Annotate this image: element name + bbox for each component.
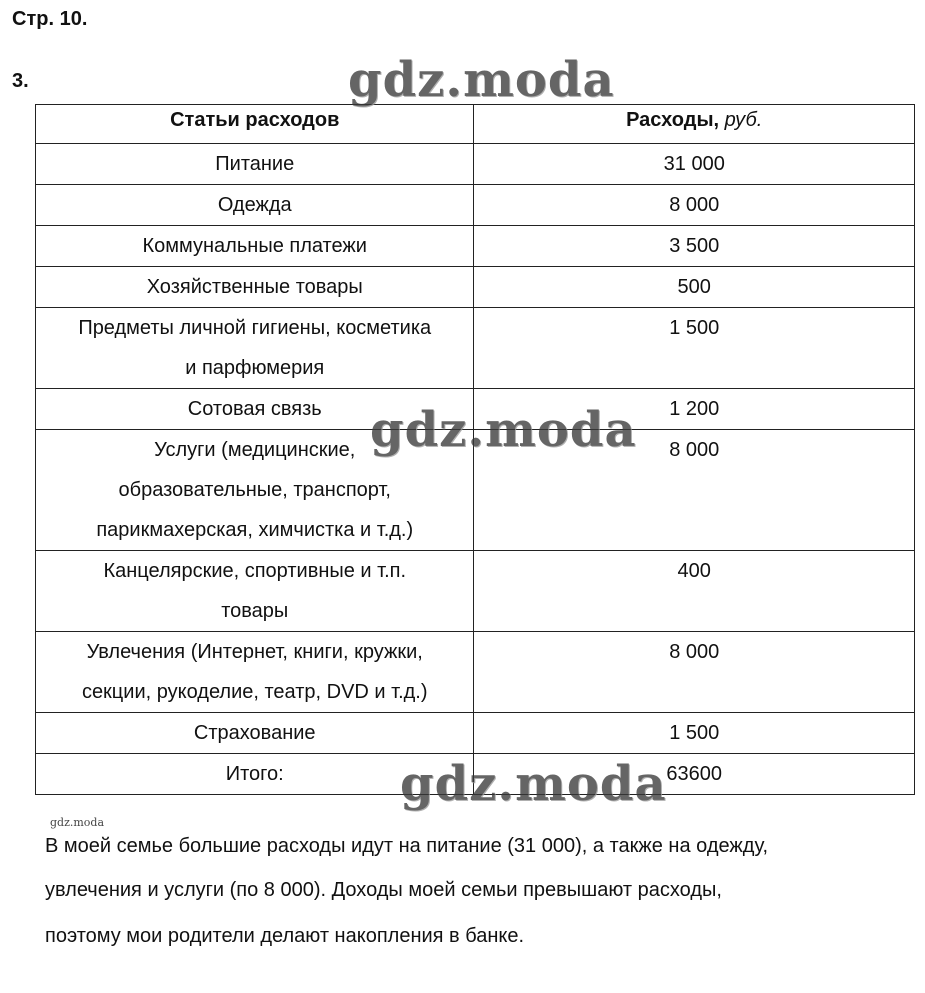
table-row bbox=[36, 267, 915, 308]
header-expense-items: Статьи расходов bbox=[36, 105, 474, 144]
conclusion-line: поэтому мои родители делают накопления в банке. bbox=[45, 925, 525, 947]
expense-amount-cell: 500 bbox=[474, 267, 915, 308]
expense-item-line: и парфюмерия bbox=[185, 357, 325, 379]
expense-item-line: Канцелярские, спортивные и т.п. bbox=[103, 560, 407, 582]
expense-amount-cell: 1 500 bbox=[474, 308, 915, 389]
table-row bbox=[36, 185, 915, 226]
expense-item-line: секции, рукоделие, театр, DVD и т.д.) bbox=[81, 681, 428, 703]
conclusion-line: увлечения и услуги (по 8 000). Доходы моей семьи превышают расходы, bbox=[45, 879, 722, 901]
conclusion-text bbox=[45, 826, 905, 956]
expense-amount-cell: 1 200 bbox=[474, 389, 915, 430]
expense-amount-cell: 1 500 bbox=[474, 713, 915, 754]
expense-item-cell bbox=[36, 144, 474, 185]
watermark-middle: gdz.moda bbox=[370, 402, 637, 458]
expense-item-line: образовательные, транспорт, bbox=[118, 479, 391, 501]
expense-amount-cell: 63600 bbox=[474, 754, 915, 795]
table-header-row bbox=[36, 105, 915, 144]
expense-item-line: Итого: bbox=[225, 763, 284, 785]
watermark-small: gdz.moda bbox=[50, 816, 105, 829]
table-row bbox=[36, 308, 915, 389]
expense-item-cell bbox=[36, 713, 474, 754]
watermark-top: gdz.moda bbox=[348, 52, 615, 108]
conclusion-line: В моей семье большие расходы идут на питание (31 000), а также на одежду, bbox=[45, 835, 768, 857]
task-number: 3. bbox=[12, 70, 29, 92]
table-row bbox=[36, 632, 915, 713]
expense-item-cell bbox=[36, 632, 474, 713]
expense-item-cell bbox=[36, 226, 474, 267]
expense-item-cell bbox=[36, 551, 474, 632]
header-expenses-amount bbox=[474, 105, 915, 144]
expense-item-cell bbox=[36, 185, 474, 226]
table-row bbox=[36, 713, 915, 754]
expense-amount-cell: 8 000 bbox=[474, 185, 915, 226]
expense-amount-cell: 8 000 bbox=[474, 632, 915, 713]
header-amount-label: Расходы, bbox=[626, 109, 720, 131]
expense-item-line: Одежда bbox=[217, 194, 292, 216]
expense-item-line: Страхование bbox=[193, 722, 316, 744]
watermark-bottom: gdz.moda bbox=[400, 756, 667, 812]
table-row bbox=[36, 144, 915, 185]
expense-item-line: Коммунальные платежи bbox=[142, 235, 367, 257]
expense-item-line: Услуги (медицинские, bbox=[154, 439, 356, 461]
table-row bbox=[36, 551, 915, 632]
expense-amount-cell: 8 000 bbox=[474, 430, 915, 551]
expense-item-line: товары bbox=[221, 600, 289, 622]
expense-item-cell bbox=[36, 308, 474, 389]
expense-amount-cell: 400 bbox=[474, 551, 915, 632]
expense-item-line: Предметы личной гигиены, косметика bbox=[78, 317, 432, 339]
header-unit: руб. bbox=[724, 109, 763, 131]
table-row bbox=[36, 226, 915, 267]
expense-item-cell bbox=[36, 267, 474, 308]
page-reference: Стр. 10. bbox=[12, 8, 88, 30]
expense-item-line: Хозяйственные товары bbox=[146, 276, 363, 298]
expense-amount-cell: 31 000 bbox=[474, 144, 915, 185]
expense-item-line: парикмахерская, химчистка и т.д.) bbox=[96, 519, 414, 541]
expense-item-line: Сотовая связь bbox=[187, 398, 322, 420]
expense-item-line: Питание bbox=[215, 153, 295, 175]
expense-amount-cell: 3 500 bbox=[474, 226, 915, 267]
expense-item-line: Увлечения (Интернет, книги, кружки, bbox=[86, 641, 423, 663]
